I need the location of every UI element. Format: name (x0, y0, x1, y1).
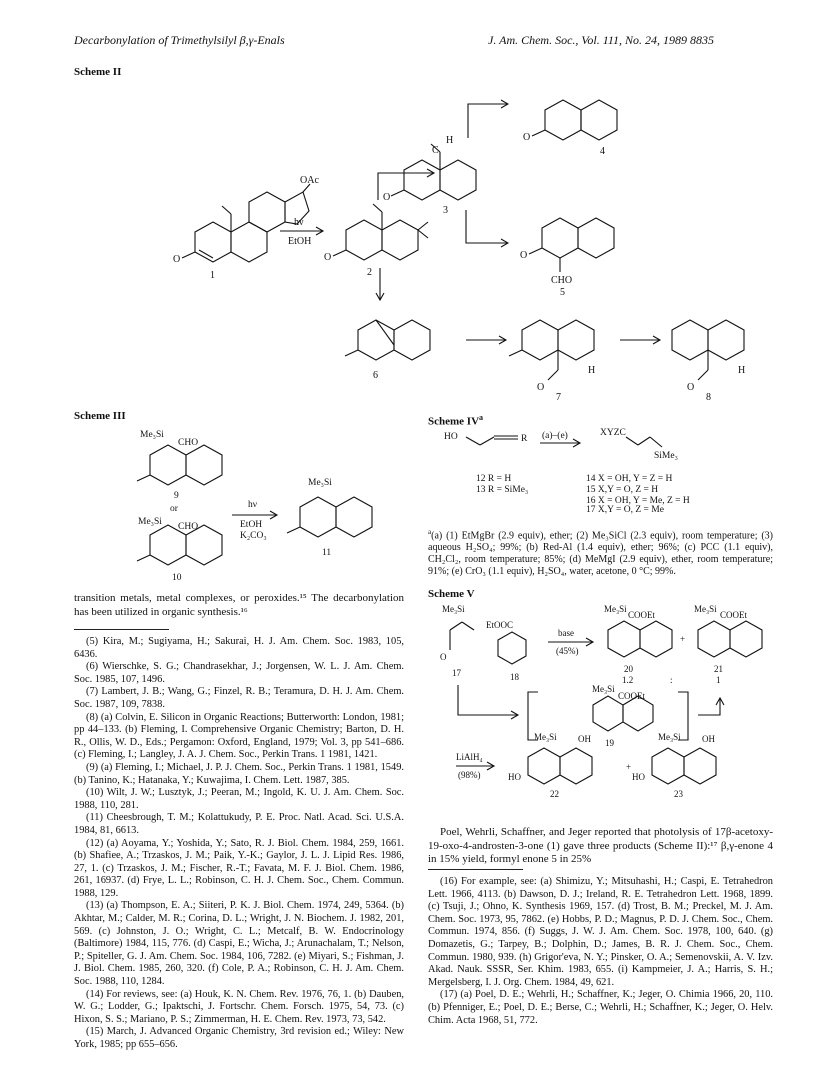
steps-label: (a)–(e) (542, 431, 568, 441)
compound-11-label: 11 (322, 548, 332, 558)
left-body-text: transition metals, metal complexes, or peroxides.¹⁵ The decarbonylation has been utilized in organic synthesis.¹⁶ (74, 592, 404, 618)
ratio-b-label: 1 (716, 675, 721, 685)
ref-17: (17) (a) Poel, D. E.; Wehrli, H.; Schaffner, K.; Jeger, O. Chimia 1966, 20, 110. (b) Pfenniger, E.; Poel, D. E.; Berse, C.; Wehrli, H.; Schaffner, K.; Jeger, O. Helv. Chim. Acta 1968, 51, 772. (428, 989, 773, 1026)
cooet-label-19: COOEt (618, 691, 645, 701)
compound-5-label: 5 (560, 287, 565, 298)
compound-9-label: 9 (174, 491, 179, 501)
lialh4-label: LiAlH₄ (456, 752, 483, 762)
ref-11: (11) Cheesbrough, T. M.; Kolattukudy, P. E. Proc. Natl. Acad. Sci. U.S.A. 1984, 81, 6613. (74, 812, 404, 836)
compound-17-line: 17 X,Y = O, Z = Me (586, 505, 664, 515)
right-footnote-rule (428, 869, 523, 870)
scheme-v-title: Scheme V (428, 588, 475, 600)
scheme-iii-title: Scheme III (74, 410, 126, 422)
cooet-label-21: COOEt (720, 610, 747, 620)
me3si-label-23: Me₃Si (658, 732, 681, 742)
cho-label-9: CHO (178, 438, 199, 448)
scheme-iv-figure (428, 425, 773, 505)
left-references (74, 636, 404, 1052)
right-body-text: Poel, Wehrli, Schaffner, and Jeger reported that photolysis of 17β-acetoxy-19-oxo-4-androsten-3-one (1) gave three products (Scheme II):¹⁷ β,γ-enone 4 in 15% yield, formyl enone 5 in 25% (428, 826, 773, 865)
h-label-c7: H (588, 365, 596, 376)
ref-10: (10) Wilt, J. W.; Lusztyk, J.; Peeran, M.; Ingold, K. U. J. Am. Chem. Soc. 1988, 110, 281. (74, 787, 404, 811)
left-footnote-rule (74, 629, 169, 630)
compound-4-label: 4 (600, 146, 605, 157)
compound-22-label: 22 (550, 789, 559, 799)
scheme-iv-footnote (428, 526, 773, 578)
o-label-17: O (440, 652, 447, 662)
o-label-c4: O (523, 132, 531, 143)
compound-17-label: 17 (452, 668, 461, 678)
o-label-c8: O (687, 382, 695, 393)
ho-label-22: HO (508, 772, 521, 782)
compound-23-label: 23 (674, 789, 683, 799)
right-references (428, 876, 773, 1027)
oh-label-22: OH (578, 734, 591, 744)
running-header-citation: J. Am. Chem. Soc., Vol. 111, No. 24, 1989 8835 (488, 33, 714, 47)
plus-label-2: + (626, 762, 632, 772)
me3si-label-21: Me₃Si (694, 604, 717, 614)
o-label-c3: O (383, 192, 391, 203)
compound-3-label: 3 (443, 205, 448, 216)
cho-label-10: CHO (178, 522, 199, 532)
compound-18-label: 18 (510, 672, 519, 682)
ref-8: (8) (a) Colvin, E. Silicon in Organic Reactions; Butterworth: London, 1981; pp 44–133. (b) Fleming, I. Comprehensive Organic Chemistry; Barton, D. H. R., Ollis, W. D., Eds.; Pergamon: Oxford, England, 1979; Vol. 3, pp 541–686. (c) Fleming, I.; Langley, J. A. J. Chem. Soc., Perkin Trans. 1 1981, 1421. (74, 711, 404, 761)
etoh-label-scheme2: EtOH (288, 236, 312, 247)
ref-13: (13) (a) Thompson, E. A.; Siiteri, P. K. J. Biol. Chem. 1974, 249, 5364. (b) Akhtar, M.; Calder, M. R.; Corina, D. L.; Wright, J. N. Biochem. J. 1982, 201, 569. (c) Johnston, J. O.; Wright, C. L.; Metcalf, B. W. Endocrinology (Baltimore) 1984, 115, 776. (d) Caspi, E.; Wicha, J.; Arunachalam, T.; Nelson, P.; Spiteller, G. J. Am. Chem. Soc. 1984, 106, 7282. (e) Miyari, S.; Fishman, J. J. Biol. Chem. 1985, 260, 320. (f) Cole, P. A.; Robinson, C. H. J. Am. Chem. Soc. 1988, 110, 1284. (74, 900, 404, 988)
me3si-label-19: Me₃Si (592, 684, 615, 694)
compound-21-label: 21 (714, 664, 723, 674)
ref-9: (9) (a) Fleming, I.; Michael, J. P. J. Chem. Soc., Perkin Trans. 1 1981, 1549. (b) Tanino, K.; Hatanaka, Y.; Kuwajima, I. Chem. Lett. 1987, 385. (74, 761, 404, 786)
ref-6: (6) Wierschke, S. G.; Chandrasekhar, J.; Jorgensen, W. L. J. Am. Chem. Soc. 1985, 107, 1496. (74, 661, 404, 685)
hv-label-scheme3: hν (248, 500, 258, 510)
running-header-title: Decarbonylation of Trimethylsilyl β,γ-Enals (74, 33, 285, 47)
me3si-label-10: Me₃Si (138, 517, 162, 527)
ref-15: (15) March, J. Advanced Organic Chemistry, 3rd revision ed.; Wiley: New York, 1985; pp 655–656. (74, 1026, 404, 1050)
ratio-a-label: 1.2 (622, 675, 634, 685)
scheme-ii-figure (0, 0, 821, 410)
oac-label: OAc (300, 175, 319, 186)
sime3-label: SiMe₃ (654, 451, 678, 461)
compound-14-line: 14 X = OH, Y = Z = H (586, 474, 673, 484)
scheme-iii-figure (100, 425, 400, 590)
ref-16: (16) For example, see: (a) Shimizu, Y.; Mitsuhashi, H.; Caspi, E. Tetrahedron Lett. 1966, 4113. (b) Dawson, D. J.; Ireland, R. E. Tetrahedron Lett. 1968, 1899. (c) Tsuji, J.; Ohno, K. Synthesis 1969, 157. (d) Trost, B. M.; Preckel, M. J. Am. Chem. Soc. 1973, 95, 7862. (e) Hobbs, P. D.; Magnus, P. D. J. Chem. Soc., Chem. Commun. 1974, 856. (f) Suggs, J. W. J. Am. Chem. Soc. 1978, 100, 640. (g) Domazetis, G.; Tarpey, B.; Dolphin, D.; James, B. R. J. Chem. Soc., Chem. Commun. 1980, 939. (h) Grigor'eva, N. Y.; Pinsker, O. A.; Semenovskii, A. V. Izv. Akad. Nauk. SSSR, Ser. Khim. 1983, 655. (i) Kampmeier, J. A.; Harris, S. H.; Mergelsberg, I. J. Org. Chem. 1984, 49, 621. (428, 876, 773, 988)
compound-8-label: 8 (706, 392, 711, 403)
compound-6-label: 6 (373, 370, 378, 381)
base-label: base (558, 628, 574, 638)
h-label-c8: H (738, 365, 746, 376)
ratio-colon-label: : (670, 675, 673, 685)
etooc-label: EtOOC (486, 620, 513, 630)
compound-13-line: 13 R = SiMe₃ (476, 485, 529, 495)
or-label: or (170, 504, 178, 514)
compound-15-line: 15 X,Y = O, Z = H (586, 485, 659, 495)
scheme-v-figure (428, 600, 773, 800)
ref-14: (14) For reviews, see: (a) Houk, K. N. Chem. Rev. 1976, 76, 1. (b) Dauben, W. G.; Lodder, G.; Ipaktschi, J. Fortschr. Chem. Forsch. 1975, 54, 73. (c) Hixon, S. S.; Mariano, P. S.; Zimmerman, H. E. Chem. Rev. 1973, 73, 542. (74, 988, 404, 1025)
scheme-iv-footnote-text: (a) (1) EtMgBr (2.9 equiv), ether; (2) Me₃SiCl (2.3 equiv), room temperature; (3) aqueous H₂SO₄; 99%; (b) Red-Al (1.4 equiv), ether; 96%; (c) PCC (1.1 equiv), CH₂Cl₂, room temperature; 85%; (d) MeMgI (2.9 equiv), ether, room temperature; 91%; (e) CrO₃ (1.1 equiv), H₂SO₄, water, acetone, 0 °C; 99%. (428, 530, 773, 578)
compound-7-label: 7 (556, 392, 561, 403)
ref-5: (5) Kira, M.; Sugiyama, H.; Sakurai, H. J. Am. Chem. Soc. 1983, 105, 6436. (74, 636, 404, 660)
me3si-label-22: Me₃Si (534, 732, 557, 742)
compound-16-line: 16 X = OH, Y = Me, Z = H (586, 496, 690, 505)
ref-7: (7) Lambert, J. B.; Wang, G.; Finzel, R. B.; Teramura, D. H. J. Am. Chem. Soc. 1987, 109, 7838. (74, 686, 404, 710)
compound-2-label: 2 (367, 267, 372, 278)
ho-label-scheme4: HO (444, 432, 458, 442)
yield-98-label: (98%) (458, 770, 481, 780)
compound-1-label: 1 (210, 270, 215, 281)
hv-label-scheme2: hν (294, 217, 304, 228)
compound-20-label: 20 (624, 664, 633, 674)
me3si-label-11: Me₃Si (308, 478, 332, 488)
oh-label-23: OH (702, 734, 715, 744)
me3si-label-17: Me₃Si (442, 604, 465, 614)
me3si-label-20: Me₃Si (604, 604, 627, 614)
etoh-label-scheme3: EtOH (240, 520, 263, 530)
compound-19-label: 19 (605, 738, 614, 748)
h-label-c3: H (446, 135, 454, 146)
compound-10-label: 10 (172, 573, 182, 583)
c-label-c3: C (432, 145, 439, 156)
xyzc-label: XYZC (600, 428, 626, 438)
o-label-c1: O (173, 254, 181, 265)
yield-45-label: (45%) (556, 646, 579, 656)
cho-label-c5: CHO (551, 275, 573, 286)
me3si-label-9: Me₃Si (140, 430, 164, 440)
r-label: R (521, 434, 528, 444)
k2co3-label: K₂CO₃ (240, 531, 267, 541)
scheme-iv-footnote-mark: a (428, 528, 432, 536)
scheme-ii-title: Scheme II (74, 66, 122, 78)
scheme-iv-title-sup: a (479, 413, 484, 422)
ref-12: (12) (a) Aoyama, Y.; Yoshida, Y.; Sato, R. J. Biol. Chem. 1984, 259, 1661. (b) Shafiee, A.; Trzaskos, J. M.; Paik, Y.-K.; Gaylor, J. L. J. Lipid Res. 1986, 27, 1. (c) Trzaskos, J. M.; Fischer, R.-T.; Favata, M. F. J. Biol. Chem. 1986, 261, 16937. (d) Frye, L. L.; Robinson, C. H. J. Chem. Soc., Chem. Commun. 1988, 129. (74, 837, 404, 899)
scheme-iv-title-text: Scheme IV (428, 415, 480, 428)
compound-12-line: 12 R = H (476, 474, 512, 484)
o-label-c5: O (520, 250, 528, 261)
o-label-c7: O (537, 382, 545, 393)
ho-label-23: HO (632, 772, 645, 782)
o-label-c2: O (324, 252, 332, 263)
cooet-label-20: COOEt (628, 610, 655, 620)
plus-label: + (680, 634, 686, 644)
